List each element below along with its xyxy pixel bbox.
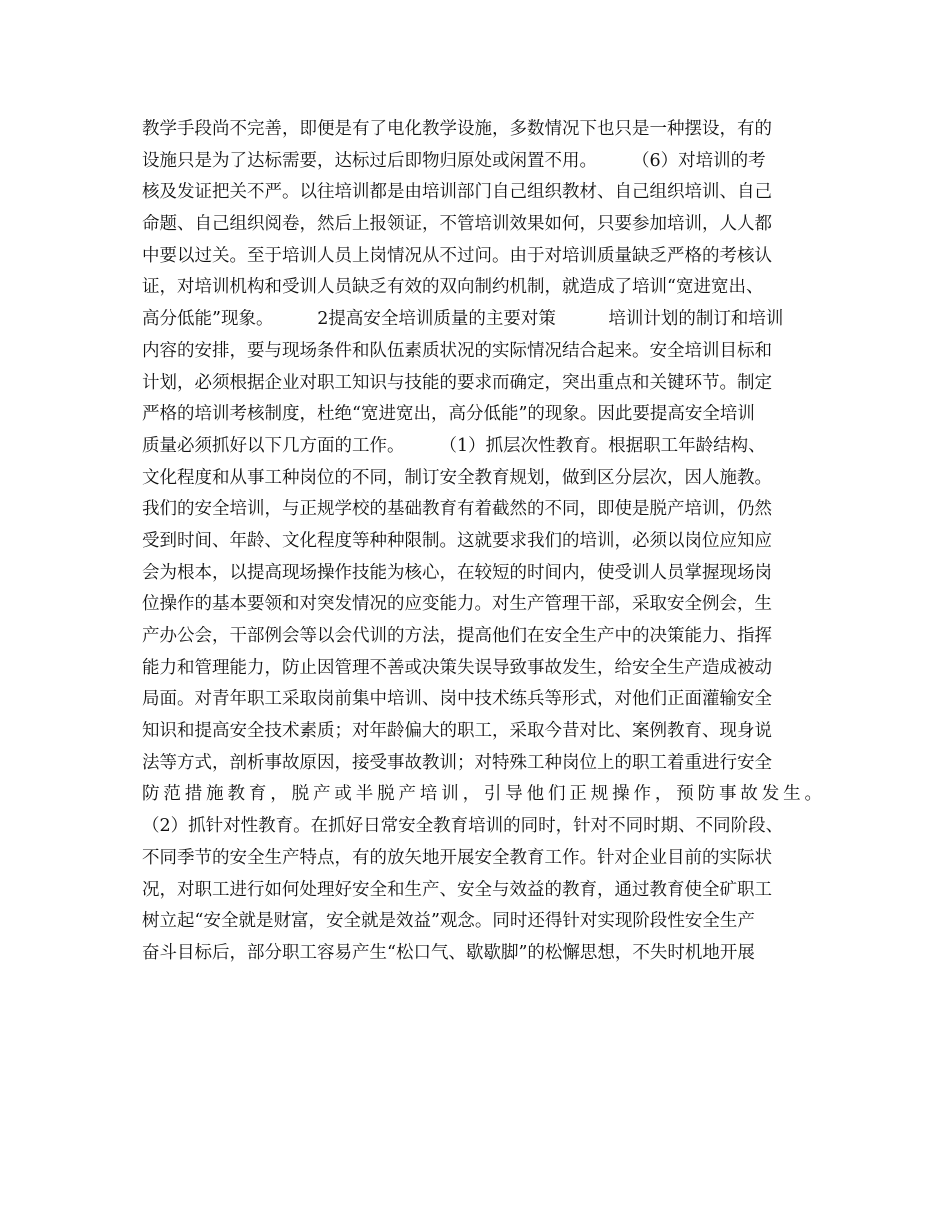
body-text — [142, 114, 822, 970]
text-line: 防范措施教育，脱产或半脱产培训，引导他们正规操作，预防事故发生。 — [142, 784, 822, 805]
text-line: 计划，必须根据企业对职工知识与技能的要求而确定，突出重点和关键环节。制定 — [142, 372, 772, 393]
text-line: 文化程度和从事工种岗位的不同，制订安全教育规划，做到区分层次，因人施教。 — [142, 467, 772, 488]
text-line: 命题、自己组织阅卷，然后上报领证，不管培训效果如何，只要参加培训，人人都 — [142, 214, 772, 235]
text-line: 局面。对青年职工采取岗前集中培训、岗中技术练兵等形式，对他们正面灌输安全 — [142, 689, 772, 710]
text-line: 能力和管理能力，防止因管理不善或决策失误导致事故发生，给安全生产造成被动 — [142, 657, 772, 678]
text-line: 知识和提高安全技术素质；对年龄偏大的职工，采取今昔对比、案例教育、现身说 — [142, 721, 772, 742]
text-line: 况，对职工进行如何处理好安全和生产、安全与效益的教育，通过教育使全矿职工 — [142, 879, 772, 900]
text-line: 设施只是为了达标需要，达标过后即物归原处或闲置不用。 （6）对培训的考 — [142, 150, 766, 171]
text-line: 不同季节的安全生产特点，有的放矢地开展安全教育工作。针对企业目前的实际状 — [142, 847, 772, 868]
text-line: 内容的安排，要与现场条件和队伍素质状况的实际情况结合起来。安全培训目标和 — [142, 340, 772, 361]
text-line: 教学手段尚不完善，即便是有了电化教学设施，多数情况下也只是一种摆设，有的 — [142, 119, 772, 139]
text-line: 高分低能”现象。 2提高安全培训质量的主要对策 培训计划的制订和培训 — [142, 309, 784, 330]
text-line: 法等方式，剖析事故原因，接受事故教训；对特殊工种岗位上的职工着重进行安全 — [142, 752, 772, 773]
text-line: 严格的培训考核制度，杜绝“宽进宽出，高分低能”的现象。因此要提高安全培训 — [142, 404, 755, 425]
text-line: 产办公会，干部例会等以会代训的方法，提高他们在安全生产中的决策能力、指挥 — [142, 626, 772, 646]
text-line: 核及发证把关不严。以往培训都是由培训部门自己组织教材、自己组织培训、自己 — [142, 182, 772, 203]
text-line: 质量必须抓好以下几方面的工作。 （1）抓层次性教育。根据职工年龄结构、 — [142, 435, 766, 456]
text-line: 证，对培训机构和受训人员缺乏有效的双向制约机制，就造成了培训“宽进宽出、 — [142, 277, 764, 298]
text-line: 位操作的基本要领和对突发情况的应变能力。对生产管理干部，采取安全例会，生 — [142, 594, 772, 615]
text-line: 树立起“安全就是财富，安全就是效益”观念。同时还得针对实现阶段性安全生产 — [142, 911, 755, 932]
text-line: 我们的安全培训，与正规学校的基础教育有着截然的不同，即使是脱产培训，仍然 — [142, 499, 772, 520]
text-line: （2）抓针对性教育。在抓好日常安全教育培训的同时，针对不同时期、不同阶段、 — [142, 816, 784, 837]
text-line: 中要以过关。至于培训人员上岗情况从不过问。由于对培训质量缺乏严格的考核认 — [142, 245, 772, 266]
text-line: 奋斗目标后，部分职工容易产生“松口气、歇歇脚”的松懈思想，不失时机地开展 — [142, 942, 755, 963]
text-line: 受到时间、年龄、文化程度等种种限制。这就要求我们的培训，必须以岗位应知应 — [142, 530, 772, 551]
text-line: 会为根本，以提高现场操作技能为核心，在较短的时间内，使受训人员掌握现场岗 — [142, 562, 772, 583]
